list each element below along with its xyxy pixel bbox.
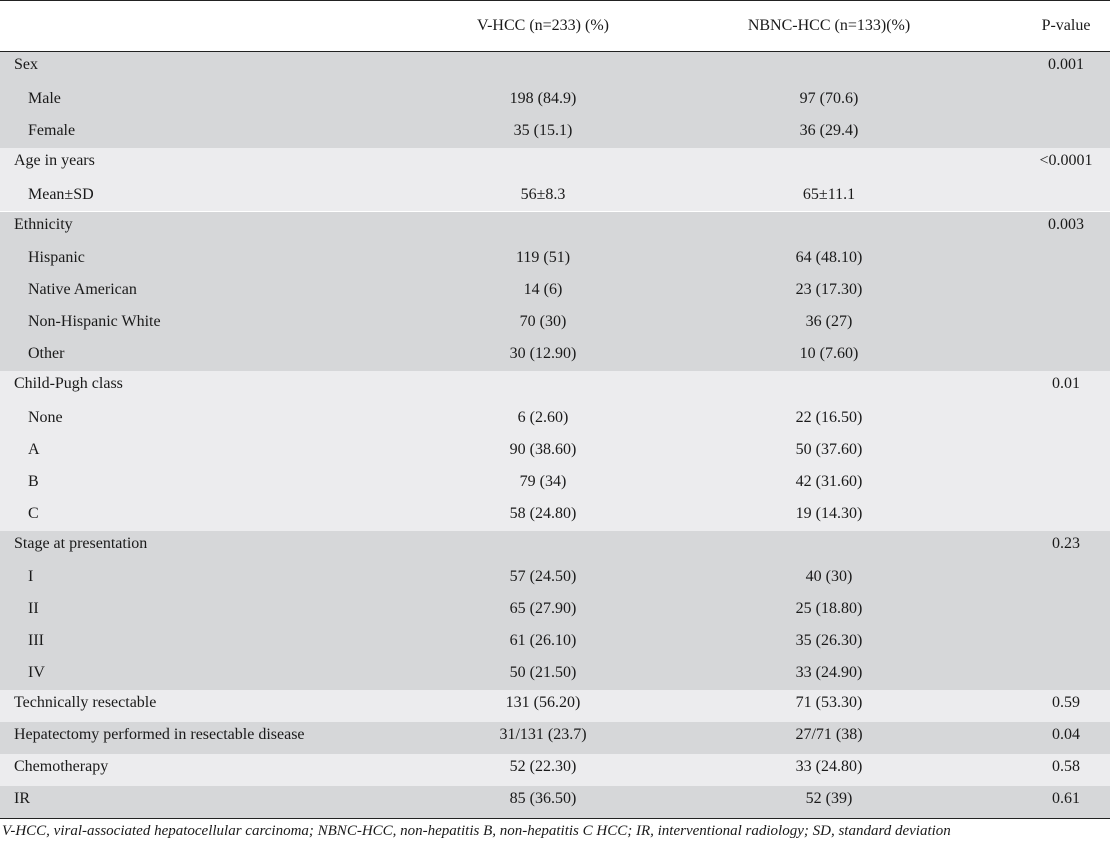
nbnc-hcc-value: 40 (30)	[805, 568, 853, 586]
v-hcc-value: 31/131 (23.7)	[499, 725, 587, 743]
row-label: None	[28, 408, 63, 426]
p-value: 0.001	[1048, 56, 1084, 73]
bottom-rule	[0, 818, 1110, 819]
section-label: Child-Pugh class	[14, 375, 123, 392]
row-label: II	[28, 600, 39, 618]
nbnc-hcc-value: 10 (7.60)	[799, 345, 859, 363]
p-value: 0.59	[1052, 694, 1080, 711]
nbnc-hcc-value: 27/71 (38)	[795, 725, 863, 743]
table-footnote: V-HCC, viral-associated hepatocellular carcinoma; NBNC-HCC, non-hepatitis B, non-hepatitis C HCC; IR, interventional radiology; SD, standard deviation	[2, 823, 951, 839]
nbnc-hcc-value: 36 (29.4)	[799, 121, 859, 139]
row-label: Female	[28, 121, 76, 139]
section-label: Technically resectable	[14, 694, 157, 711]
v-hcc-value: 56±8.3	[520, 185, 566, 203]
nbnc-hcc-value: 23 (17.30)	[795, 281, 863, 299]
v-hcc-value: 85 (36.50)	[509, 789, 577, 807]
row-label: I	[28, 568, 34, 586]
row-label: III	[28, 632, 44, 650]
v-hcc-value: 57 (24.50)	[509, 568, 577, 586]
section-label: Chemotherapy	[14, 757, 109, 775]
v-hcc-value: 6 (2.60)	[517, 408, 569, 426]
row-label: Native American	[28, 281, 137, 299]
v-hcc-value: 30 (12.90)	[509, 345, 577, 363]
nbnc-hcc-value: 50 (37.60)	[795, 440, 863, 458]
top-rule	[0, 0, 1110, 1]
v-hcc-value: 50 (21.50)	[509, 664, 577, 682]
row-label: Non-Hispanic White	[28, 313, 161, 331]
nbnc-hcc-value: 25 (18.80)	[795, 600, 863, 618]
section-label: IR	[14, 789, 30, 807]
section-label: Age in years	[14, 151, 95, 169]
v-hcc-value: 58 (24.80)	[509, 504, 577, 522]
row-label: C	[28, 504, 39, 522]
nbnc-hcc-value: 33 (24.90)	[795, 664, 863, 682]
nbnc-hcc-value: 22 (16.50)	[795, 408, 863, 426]
p-value: 0.003	[1048, 215, 1084, 233]
row-label: B	[28, 472, 39, 490]
nbnc-hcc-value: 64 (48.10)	[795, 249, 863, 267]
nbnc-hcc-value: 65±11.1	[802, 185, 856, 203]
v-hcc-value: 52 (22.30)	[509, 757, 577, 775]
nbnc-hcc-value: 33 (24.80)	[795, 757, 863, 775]
column-header: NBNC-HCC (n=133)(%)	[747, 17, 911, 34]
row-label: Male	[28, 89, 61, 107]
p-value: 0.01	[1052, 375, 1080, 392]
p-value: 0.04	[1052, 725, 1080, 743]
v-hcc-value: 131 (56.20)	[505, 694, 581, 711]
v-hcc-value: 61 (26.10)	[509, 632, 577, 650]
v-hcc-value: 35 (15.1)	[513, 121, 573, 139]
nbnc-hcc-value: 97 (70.6)	[799, 89, 859, 107]
row-label: A	[28, 440, 40, 458]
p-value: <0.0001	[1039, 151, 1093, 169]
p-value: 0.23	[1052, 534, 1080, 552]
v-hcc-value: 14 (6)	[523, 281, 563, 299]
nbnc-hcc-value: 42 (31.60)	[795, 472, 863, 490]
nbnc-hcc-value: 19 (14.30)	[795, 504, 863, 522]
v-hcc-value: 198 (84.9)	[509, 89, 577, 107]
section-label: Sex	[14, 56, 38, 73]
v-hcc-value: 79 (34)	[519, 472, 567, 490]
section-label: Stage at presentation	[14, 534, 148, 552]
column-header: V-HCC (n=233) (%)	[477, 17, 609, 34]
v-hcc-value: 119 (51)	[515, 249, 571, 267]
row-label: IV	[28, 664, 45, 682]
nbnc-hcc-value: 36 (27)	[805, 313, 853, 331]
nbnc-hcc-value: 35 (26.30)	[795, 632, 863, 650]
v-hcc-value: 65 (27.90)	[509, 600, 577, 618]
row-label: Hispanic	[28, 249, 85, 267]
v-hcc-value: 90 (38.60)	[509, 440, 577, 458]
nbnc-hcc-value: 71 (53.30)	[795, 694, 863, 711]
section-label: Ethnicity	[14, 215, 73, 233]
row-label: Other	[28, 345, 65, 363]
nbnc-hcc-value: 52 (39)	[805, 789, 853, 807]
column-header: P-value	[1041, 17, 1091, 34]
v-hcc-value: 70 (30)	[519, 313, 567, 331]
p-value: 0.58	[1052, 757, 1080, 775]
p-value: 0.61	[1052, 789, 1080, 807]
section-label: Hepatectomy performed in resectable disease	[14, 725, 305, 743]
row-label: Mean±SD	[28, 185, 94, 203]
